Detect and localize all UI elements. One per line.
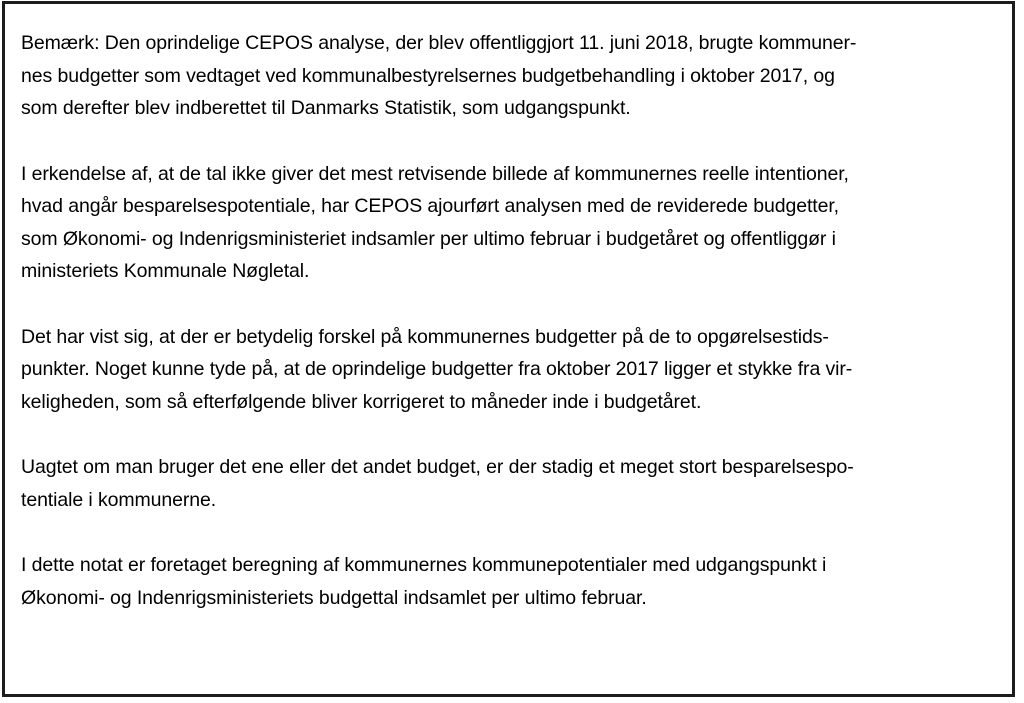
paragraph-5 <box>21 549 998 614</box>
text-line: hvad angår besparelsespotentiale, har CEPOS ajourført analysen med de reviderede budgetter, <box>21 195 839 217</box>
text-line: I erkendelse af, at de tal ikke giver det mest retvisende billede af kommunernes reelle intentioner, <box>21 162 849 185</box>
text-line: Uagtet om man bruger det ene eller det andet budget, er der stadig et meget stort besparelsespo- <box>21 456 854 478</box>
text-line: nes budgetter som vedtaget ved kommunalbestyrelsernes budgetbehandling i oktober 2017, og <box>21 64 835 87</box>
paragraph-3 <box>21 321 998 419</box>
paragraph-1 <box>21 27 998 125</box>
text-line: punkter. Noget kunne tyde på, at de oprindelige budgetter fra oktober 2017 ligger et stykke fra vir- <box>21 358 853 380</box>
text-line: som derefter blev indberettet til Danmarks Statistik, som udgangspunkt. <box>21 97 631 119</box>
paragraph-2 <box>21 158 998 288</box>
text-line: Økonomi- og Indenrigsministeriets budgettal indsamlet per ultimo februar. <box>21 586 647 609</box>
text-line: som Økonomi- og Indenrigsministeriet indsamler per ultimo februar i budgetåret og offentliggør i <box>21 227 836 250</box>
text-line: Det har vist sig, at der er betydelig forskel på kommunernes budgetter på de to opgørelsestids- <box>21 325 829 348</box>
text-line: Bemærk: Den oprindelige CEPOS analyse, der blev offentliggjort 11. juni 2018, brugte kommuner- <box>21 32 857 54</box>
text-line: I dette notat er foretaget beregning af kommunernes kommunepotentialer med udgangspunkt i <box>21 554 827 576</box>
note-box <box>2 1 1015 697</box>
paragraph-4 <box>21 451 998 516</box>
text-line: keligheden, som så efterfølgende bliver korrigeret to måneder inde i budgetåret. <box>21 390 702 413</box>
text-line: tentiale i kommunerne. <box>21 488 217 511</box>
text-line: ministeriets Kommunale Nøgletal. <box>21 260 310 282</box>
